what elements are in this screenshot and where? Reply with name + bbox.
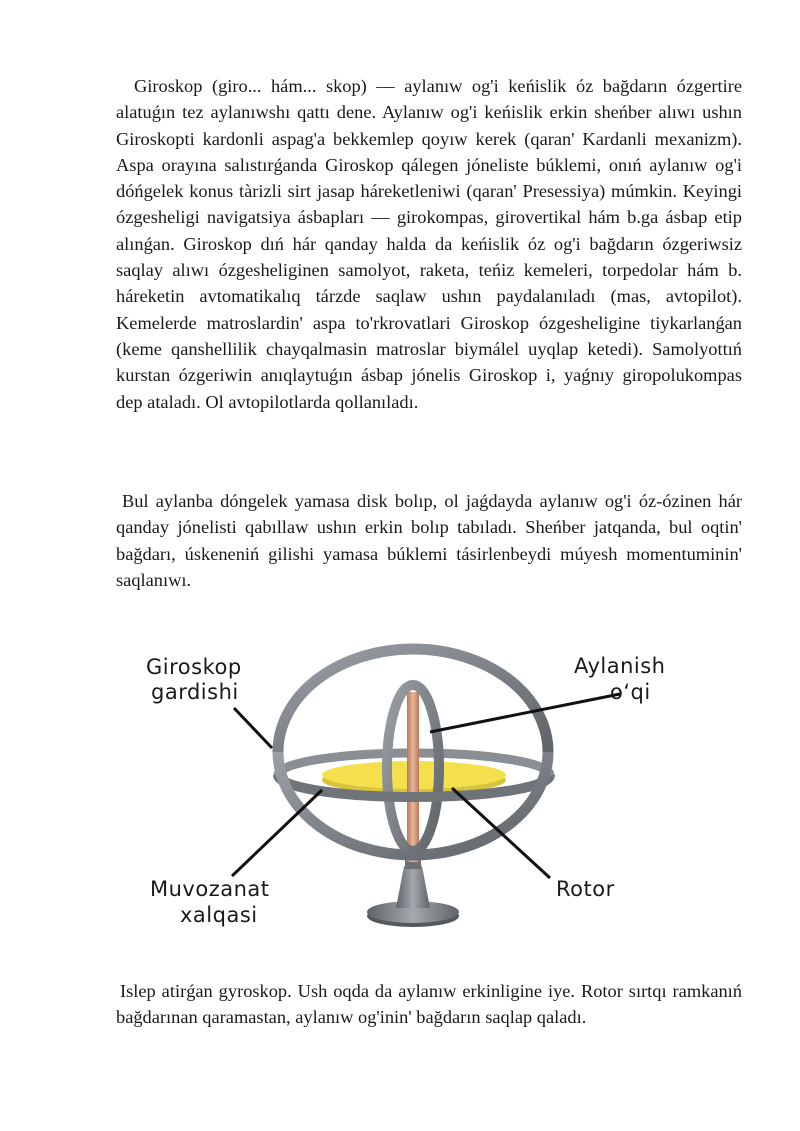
figure-caption: Islep atirǵan gyroskop. Ush oqda da aylanıw erkinligine iye. Rotor sırtqı ramkanıń bağdarınan qaramastan, aylanıw og'inin' bağdarın saqlap qaladı. [116,981,742,1028]
gyroscope-illustration [0,630,800,960]
gyroscope-figure [0,630,800,960]
intro-paragraph: Giroskop (giro... hám... skop) — aylanıw og'i keńislik óz bağdarın ózgertire alatuǵın tez aylanıwshı qattı dene. Aylanıw og'i keńislik erkin sheńber alıwı ushın Giroskopti kardonli aspag'a bekkemlep qoyıw kerek (qaran' Kardanli mexanizm). Aspa orayına salıstırǵanda Giroskop qálegen jóneliste búklemi, onıń aylanıw og'i dóńgelek konus tàrizli sirt jasap háreketleniwi (qaran' Presessiya) múmkin. Keyingi ózgesheligi navigatsiya ásbapları — girokompas, girovertikal hám b.ga ásbap etip alınǵan. Giroskop dıń hár qanday halda da keńislik óz og'i bağdarın ózgeriwsiz saqlay alıwı ózgesheliginen samolyot, raketa, teńiz kemeleri, torpedolar hám b. háreketin avtomatikalıq tárzde saqlaw ushın paydalanıladı (mas, avtopilot). Kemelerde matroslardin' aspa to'rkrovatlari Giroskop ózgesheligine tiykarlanǵan (keme qanshellilik chayqalmasin matroslar biymálel uyqlap ketedi). Samolyottıń kurstan ózgeriwin anıqlaytuǵın ásbap jónelis Giroskop i, yaǵnıy giropolukompas dep ataladı. Ol avtopilotlarda qollanıladı. [116,76,742,412]
stand [367,855,459,927]
spin-axle [407,692,419,862]
second-paragraph: Bul aylanba dóngelek yamasa disk bolıp, ol jaǵdayda aylanıw og'i óz-ózinen hár qanday jónelisti qabıllaw ushın erkin bolıp tabıladı. Sheńber jatqanda, bul oqtin' bağdarı, úskeneniń gilishi yamasa búklemi tásirlenbeydi múyesh momentuminin' saqlanıwı. [116,491,742,590]
label-spin-axis-1: Aylanish [574,654,666,678]
label-spin-axis-2: o‘qi [610,680,651,704]
label-balance-ring-1: Muvozanat [150,877,270,901]
label-rotor: Rotor [556,877,615,901]
label-balance-ring-2: xalqasi [180,903,258,927]
label-gimbal-ring-1: Giroskop [146,655,242,679]
label-gimbal-ring-2: gardishi [151,680,239,704]
